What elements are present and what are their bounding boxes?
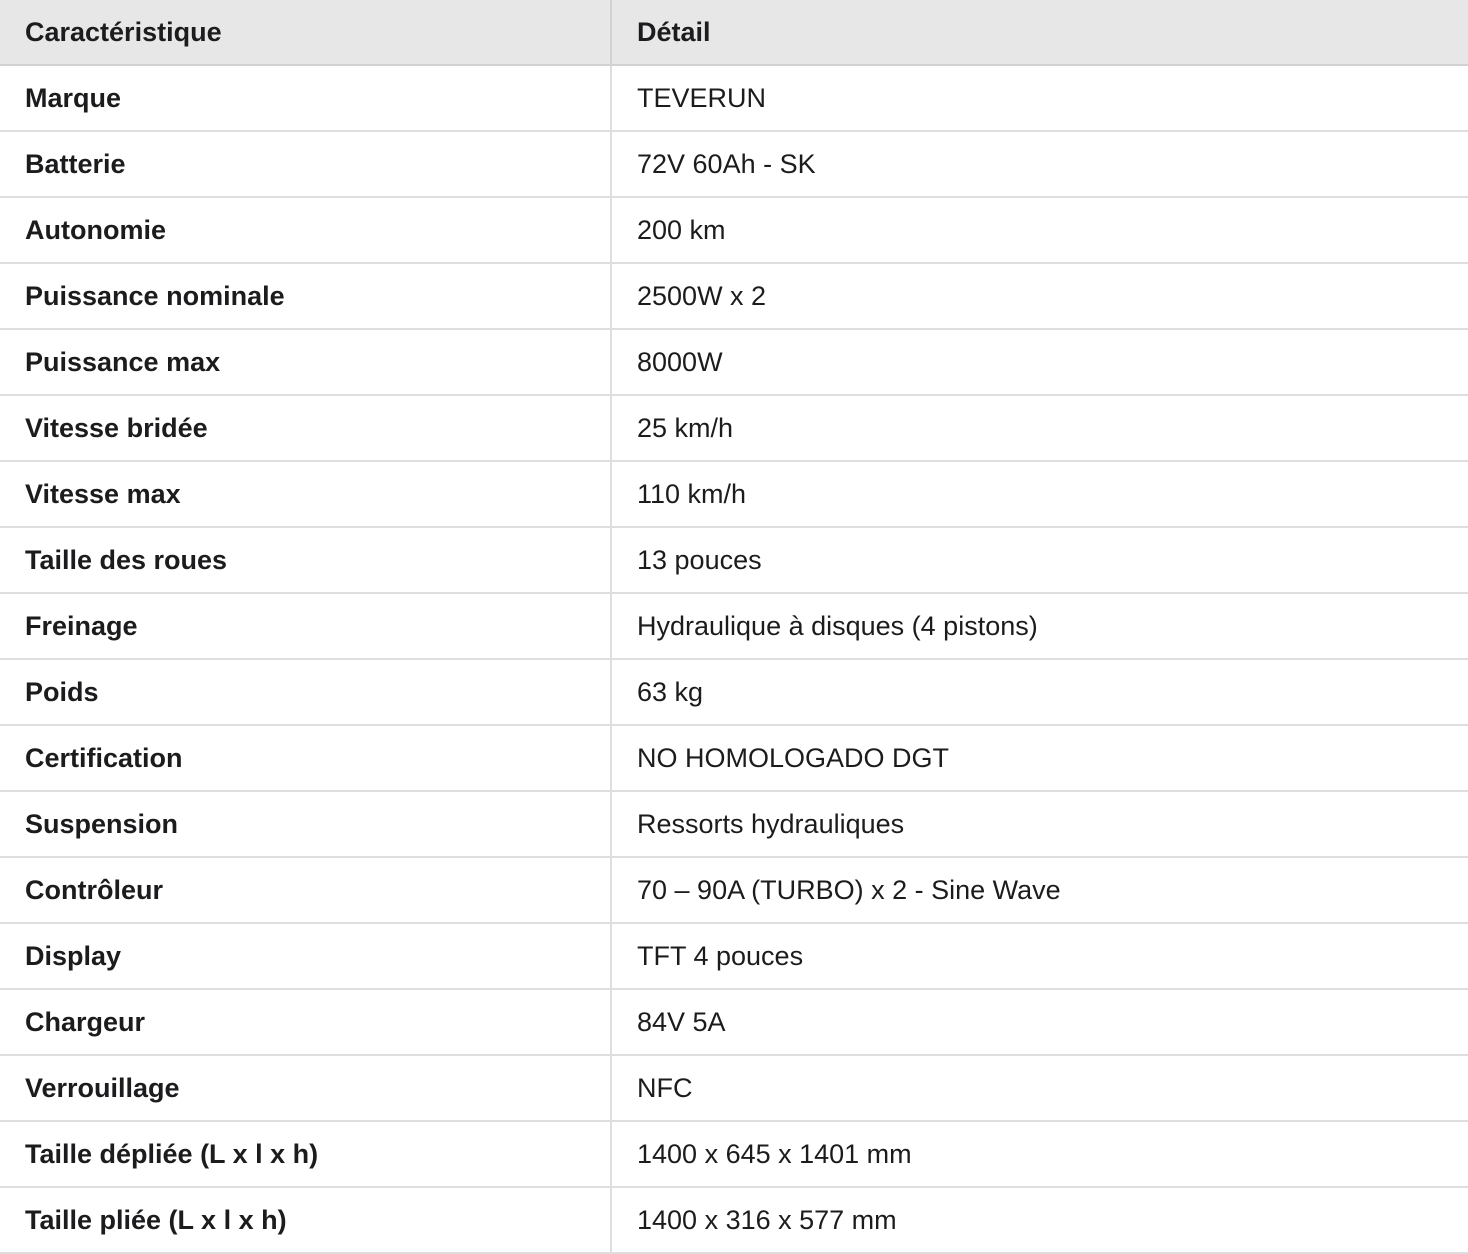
table-row bbox=[0, 791, 1468, 857]
characteristic-cell: Suspension bbox=[0, 791, 611, 857]
detail-cell: 200 km bbox=[611, 197, 1468, 263]
table-header bbox=[0, 0, 1468, 65]
table-row bbox=[0, 1187, 1468, 1253]
detail-cell: Hydraulique à disques (4 pistons) bbox=[611, 593, 1468, 659]
table-row bbox=[0, 197, 1468, 263]
characteristic-cell: Certification bbox=[0, 725, 611, 791]
characteristic-cell: Batterie bbox=[0, 131, 611, 197]
detail-cell: 1400 x 645 x 1401 mm bbox=[611, 1121, 1468, 1187]
table-row bbox=[0, 527, 1468, 593]
characteristic-cell: Puissance max bbox=[0, 329, 611, 395]
detail-cell: 63 kg bbox=[611, 659, 1468, 725]
characteristic-cell: Autonomie bbox=[0, 197, 611, 263]
column-header-detail: Détail bbox=[611, 0, 1468, 65]
table-row bbox=[0, 857, 1468, 923]
characteristic-cell: Freinage bbox=[0, 593, 611, 659]
characteristic-cell: Verrouillage bbox=[0, 1055, 611, 1121]
detail-cell: 13 pouces bbox=[611, 527, 1468, 593]
detail-cell: 84V 5A bbox=[611, 989, 1468, 1055]
characteristic-cell: Vitesse max bbox=[0, 461, 611, 527]
detail-cell: TEVERUN bbox=[611, 65, 1468, 131]
detail-cell: TFT 4 pouces bbox=[611, 923, 1468, 989]
characteristic-cell: Contrôleur bbox=[0, 857, 611, 923]
characteristic-cell: Puissance nominale bbox=[0, 263, 611, 329]
table-row bbox=[0, 1055, 1468, 1121]
detail-cell: 25 km/h bbox=[611, 395, 1468, 461]
detail-cell: Ressorts hydrauliques bbox=[611, 791, 1468, 857]
table-row bbox=[0, 131, 1468, 197]
characteristic-cell: Taille dépliée (L x l x h) bbox=[0, 1121, 611, 1187]
table-row bbox=[0, 725, 1468, 791]
characteristic-cell: Display bbox=[0, 923, 611, 989]
characteristic-cell: Marque bbox=[0, 65, 611, 131]
table-row bbox=[0, 65, 1468, 131]
table-row bbox=[0, 593, 1468, 659]
characteristic-cell: Vitesse bridée bbox=[0, 395, 611, 461]
detail-cell: NO HOMOLOGADO DGT bbox=[611, 725, 1468, 791]
characteristic-cell: Taille des roues bbox=[0, 527, 611, 593]
detail-cell: 70 – 90A (TURBO) x 2 - Sine Wave bbox=[611, 857, 1468, 923]
table-body bbox=[0, 65, 1468, 1253]
header-row bbox=[0, 0, 1468, 65]
detail-cell: 2500W x 2 bbox=[611, 263, 1468, 329]
table-row bbox=[0, 461, 1468, 527]
detail-cell: 72V 60Ah - SK bbox=[611, 131, 1468, 197]
detail-cell: 1400 x 316 x 577 mm bbox=[611, 1187, 1468, 1253]
table-row bbox=[0, 263, 1468, 329]
detail-cell: 110 km/h bbox=[611, 461, 1468, 527]
table-row bbox=[0, 989, 1468, 1055]
characteristic-cell: Taille pliée (L x l x h) bbox=[0, 1187, 611, 1253]
detail-cell: 8000W bbox=[611, 329, 1468, 395]
detail-cell: NFC bbox=[611, 1055, 1468, 1121]
characteristic-cell: Chargeur bbox=[0, 989, 611, 1055]
table-row bbox=[0, 659, 1468, 725]
table-row bbox=[0, 395, 1468, 461]
table-row bbox=[0, 329, 1468, 395]
column-header-characteristic: Caractéristique bbox=[0, 0, 611, 65]
characteristic-cell: Poids bbox=[0, 659, 611, 725]
table-row bbox=[0, 923, 1468, 989]
table-row bbox=[0, 1121, 1468, 1187]
